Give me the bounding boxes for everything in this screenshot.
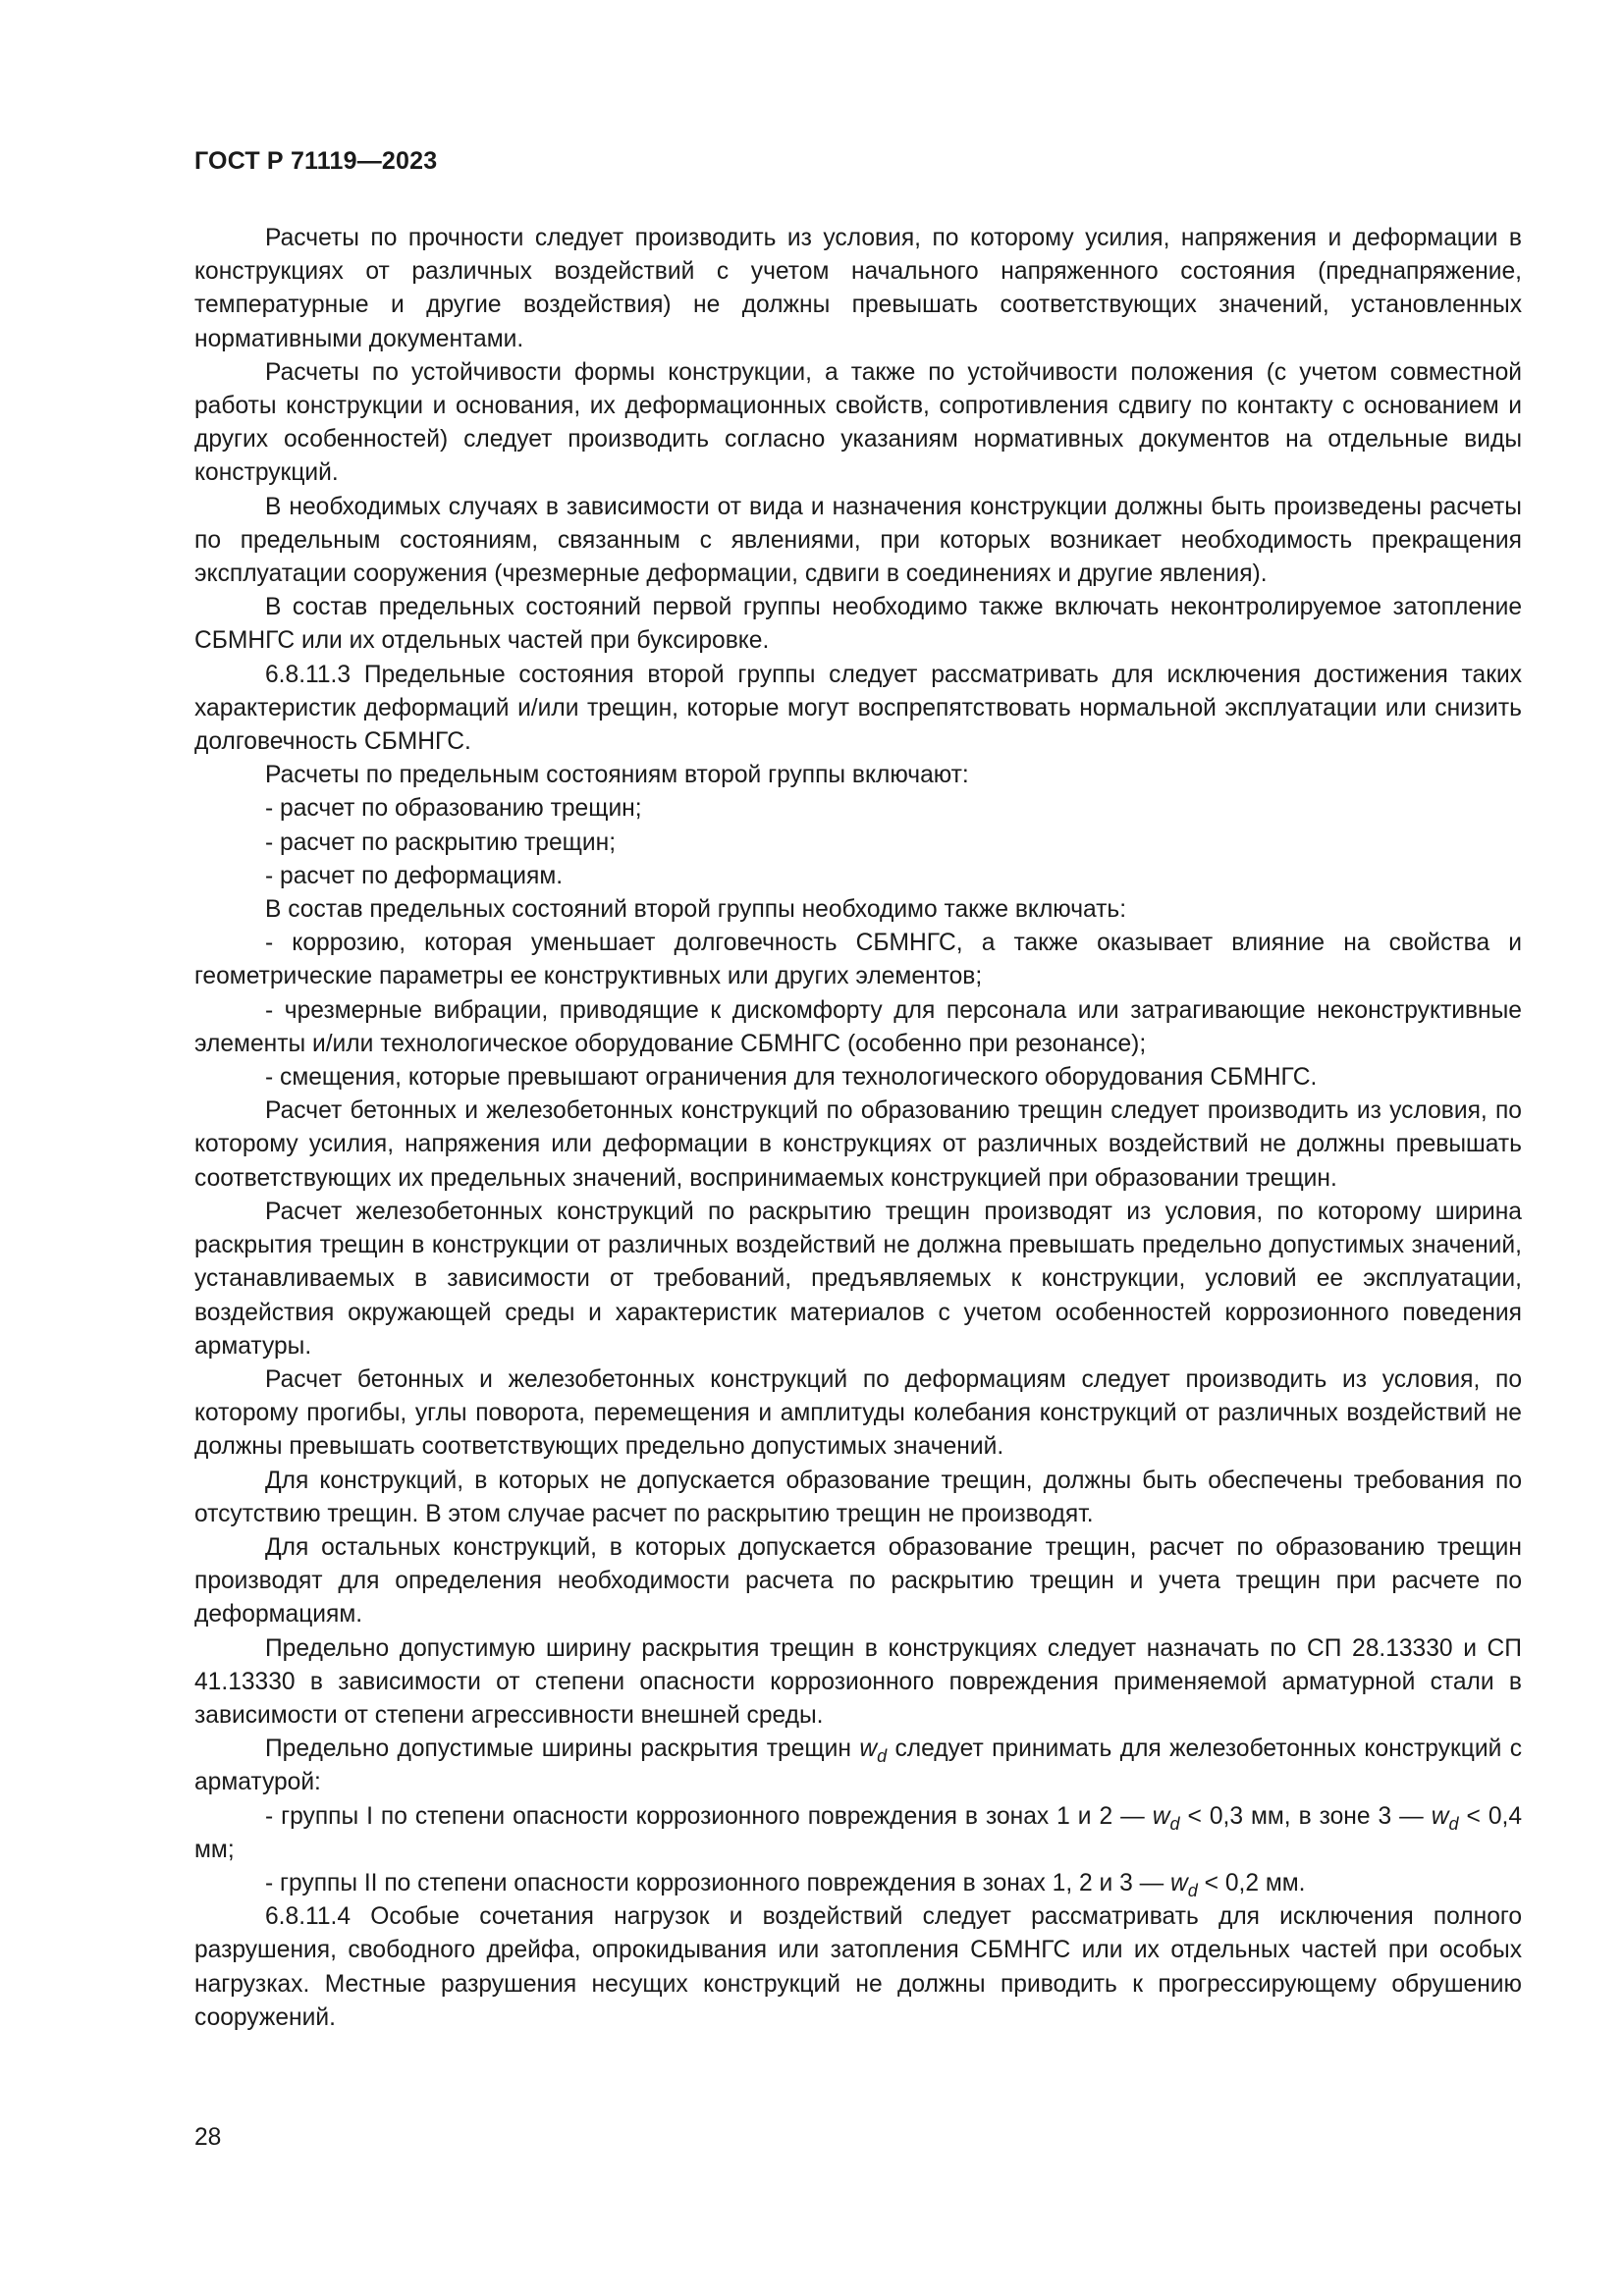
list-item-group-1: - группы I по степени опасности коррозионного повреждения в зонах 1 и 2 — $w_d < 0,3$ мм, в зоне 3 — $w_d < 0,4$ мм; bbox=[194, 1802, 1523, 1863]
wd-symbol: $w_d$ bbox=[1170, 1869, 1198, 1900]
list-item-corrosion: - коррозию, которая уменьшает долговечность СБМНГС, а также оказывает влияние на свойства и геометрические параметры ее конструктивных или других элементов; bbox=[194, 930, 1522, 990]
list-item-displacements: - смещения, которые превышают ограничения для технологического оборудования СБМНГС. bbox=[265, 1064, 1318, 1092]
paragraph-cracks-allowed: Для остальных конструкций, в которых допускается образование трещин, расчет по образованию трещин производят для определения необходимости расчета по раскрытию трещин и учета трещин при расчете по деформациям. bbox=[194, 1533, 1522, 1629]
paragraph-strength-calculation: Расчеты по прочности следует производить из условия, по которому усилия, напряжения и деформации в конструкциях от различных воздействий с учетом начального напряженного состояния (преднапряжение, температурные и другие воздействия) не должны превышать соответствующих значений, установленных нормативными документами. bbox=[194, 225, 1522, 352]
paragraph-section-6-8-11-4: 6.8.11.4 Особые сочетания нагрузок и воздействий следует рассматривать для исключения полного разрушения, свободного дрейфа, опрокидывания или затопления СБМНГС или их отдельных частей при особых нагрузках. Местные разрушения несущих конструкций не должны приводить к прогрессирующему обрушению сооружений. bbox=[194, 1903, 1522, 2031]
list-item-vibrations: - чрезмерные вибрации, приводящие к дискомфорту для персонала или затрагивающие неконструктивные элементы и/или технологическое оборудование СБМНГС (особенно при резонансе); bbox=[194, 996, 1522, 1057]
paragraph-stability-calculation: Расчеты по устойчивости формы конструкции, а также по устойчивости положения (с учетом совместной работы конструкции и основания, их деформационных свойств, сопротивления сдвигу по контакту с основанием и других особенностей) следует производить согласно указаниям нормативных документов на отдельные виды конструкций. bbox=[194, 358, 1522, 487]
paragraph-deformation-calc: Расчет бетонных и железобетонных конструкций по деформациям следует производить из условия, по которому прогибы, углы поворота, перемещения и амплитуды колебания конструкций от различных воздействий не должны превышать соответствующих предельно допустимых значений. bbox=[194, 1365, 1522, 1461]
document-header: ГОСТ Р 71119—2023 bbox=[194, 147, 438, 175]
paragraph-first-group-flooding: В состав предельных состояний первой группы необходимо также включать неконтролируемое затопление СБМНГС или их отдельных частей при буксировке. bbox=[194, 594, 1522, 655]
list-item-group-2: - группы II по степени опасности коррозионного повреждения в зонах 1, 2 и 3 — $w_d < 0,2$ мм. bbox=[265, 1869, 1306, 1900]
paragraph-crack-formation-calc: Расчет бетонных и железобетонных конструкций по образованию трещин следует производить из условия, по которому усилия, напряжения или деформации в конструкциях от различных воздействий не должны превышать соответствующих их предельных значений, воспринимаемых конструкцией при образовании трещин. bbox=[194, 1097, 1522, 1192]
paragraph-crack-opening-calc: Расчет железобетонных конструкций по раскрытию трещин производят из условия, по которому ширина раскрытия трещин в конструкции от различных воздействий не должна превышать предельно допустимых значений, устанавливаемых в зависимости от требований, предъявляемых к конструкции, условий ее эксплуатации, воздействия окружающей среды и характеристик материалов с учетом особенностей коррозионного поведения арматуры. bbox=[194, 1198, 1522, 1360]
list-item-deformations: - расчет по деформациям. bbox=[265, 862, 564, 889]
document-body bbox=[194, 222, 1522, 2035]
wd-symbol: $w_d$ bbox=[1152, 1802, 1180, 1834]
wd-symbol: $w_d$ bbox=[859, 1735, 888, 1767]
paragraph-section-6-8-11-3: 6.8.11.3 Предельные состояния второй группы следует рассматривать для исключения достижения таких характеристик деформаций и/или трещин, которые могут воспрепятствовать нормальной эксплуатации или снизить долговечность СБМНГС. bbox=[194, 661, 1522, 756]
paragraph-special-limit-states: В необходимых случаях в зависимости от вида и назначения конструкции должны быть произведены расчеты по предельным состояниям, связанным с явлениями, при которых возникает необходимость прекращения эксплуатации сооружения (чрезмерные деформации, сдвиги в соединениях и другие явления). bbox=[194, 493, 1522, 588]
paragraph-second-group-also: В состав предельных состояний второй группы необходимо также включать: bbox=[265, 896, 1127, 924]
list-item-crack-opening: - расчет по раскрытию трещин; bbox=[265, 828, 617, 856]
paragraph-second-group-includes: Расчеты по предельным состояниям второй группы включают: bbox=[265, 762, 969, 789]
paragraph-no-cracks-allowed: Для конструкций, в которых не допускается образование трещин, должны быть обеспечены требования по отсутствию трещин. В этом случае расчет по раскрытию трещин не производят. bbox=[194, 1467, 1522, 1527]
page-number: 28 bbox=[194, 2124, 222, 2151]
list-item-crack-formation: - расчет по образованию трещин; bbox=[265, 795, 642, 823]
paragraph-wd-widths: Предельно допустимые ширины раскрытия трещин $w_d$ следует принимать для железобетонных конструкций с арматурой: bbox=[194, 1735, 1522, 1796]
wd-symbol: $w_d$ bbox=[1431, 1802, 1459, 1834]
paragraph-max-crack-width: Предельно допустимую ширину раскрытия трещин в конструкциях следует назначать по СП 28.13330 и СП 41.13330 в зависимости от степени опасности коррозионного повреждения применяемой арматурной стали в зависимости от степени агрессивности внешней среды. bbox=[194, 1634, 1522, 1729]
